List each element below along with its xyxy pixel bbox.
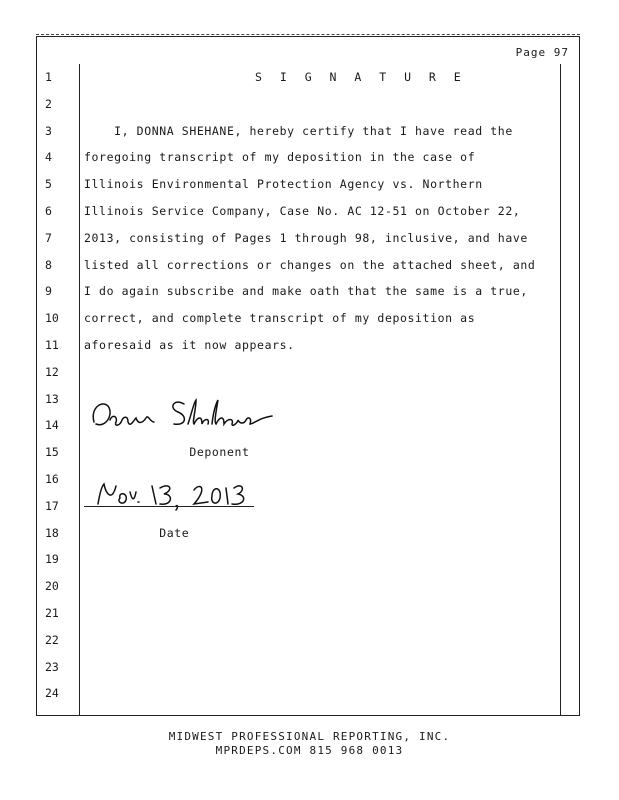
line-number: 22 (45, 632, 59, 647)
line-number: 20 (45, 579, 59, 594)
line-number: 12 (45, 364, 59, 379)
footer-contact: MPRDEPS.COM 815 968 0013 (215, 744, 404, 757)
line-number: 8 (45, 257, 52, 272)
line-text: I, DONNA SHEHANE, hereby certify that I have read the (84, 123, 513, 138)
line-number: 2 (45, 96, 52, 111)
line-text: Deponent (84, 445, 250, 460)
line-text: Illinois Service Company, Case No. AC 12-51 on October 22, (84, 204, 521, 218)
line-number: 3 (45, 123, 52, 138)
line-number: 9 (45, 284, 52, 299)
line-number: 15 (45, 445, 59, 460)
line-number: 19 (45, 552, 59, 567)
line-number: 14 (45, 418, 59, 433)
page-title: S I G N A T U R E (255, 70, 467, 84)
line-number: 1 (45, 70, 52, 84)
line-text: Illinois Environmental Protection Agency vs. Northern (84, 177, 483, 192)
line-number: 24 (45, 686, 59, 701)
frame-top-edge (36, 34, 580, 35)
line-number: 7 (45, 230, 52, 245)
left-margin-rule (79, 64, 80, 716)
line-number: 4 (45, 150, 52, 165)
right-margin-rule (560, 64, 561, 716)
line-text: aforesaid as it now appears. (84, 338, 295, 352)
line-text: listed all corrections or changes on the attached sheet, and (84, 257, 536, 272)
line-text: Date (84, 525, 190, 540)
line-text: I do again subscribe and make oath that the same is a true, (84, 284, 528, 299)
line-number: 11 (45, 338, 59, 352)
line-number: 21 (45, 606, 59, 620)
line-number: 17 (45, 498, 59, 513)
date-signature-line (84, 506, 254, 507)
page-frame (36, 36, 580, 716)
line-number: 23 (45, 659, 59, 674)
line-text: correct, and complete transcript of my deposition as (84, 311, 476, 326)
line-number: 5 (45, 177, 52, 192)
line-text: 2013, consisting of Pages 1 through 98, inclusive, and have (84, 230, 528, 245)
line-number: 13 (45, 391, 59, 406)
page-label: Page 97 (515, 46, 569, 59)
footer-company: MIDWEST PROFESSIONAL REPORTING, INC. (168, 730, 451, 743)
line-text: foregoing transcript of my deposition in the case of (84, 150, 476, 165)
line-number: 6 (45, 204, 52, 218)
signature-handwriting (88, 394, 278, 436)
line-number: 10 (45, 311, 59, 326)
line-number: 16 (45, 472, 59, 486)
line-number: 18 (45, 525, 59, 540)
